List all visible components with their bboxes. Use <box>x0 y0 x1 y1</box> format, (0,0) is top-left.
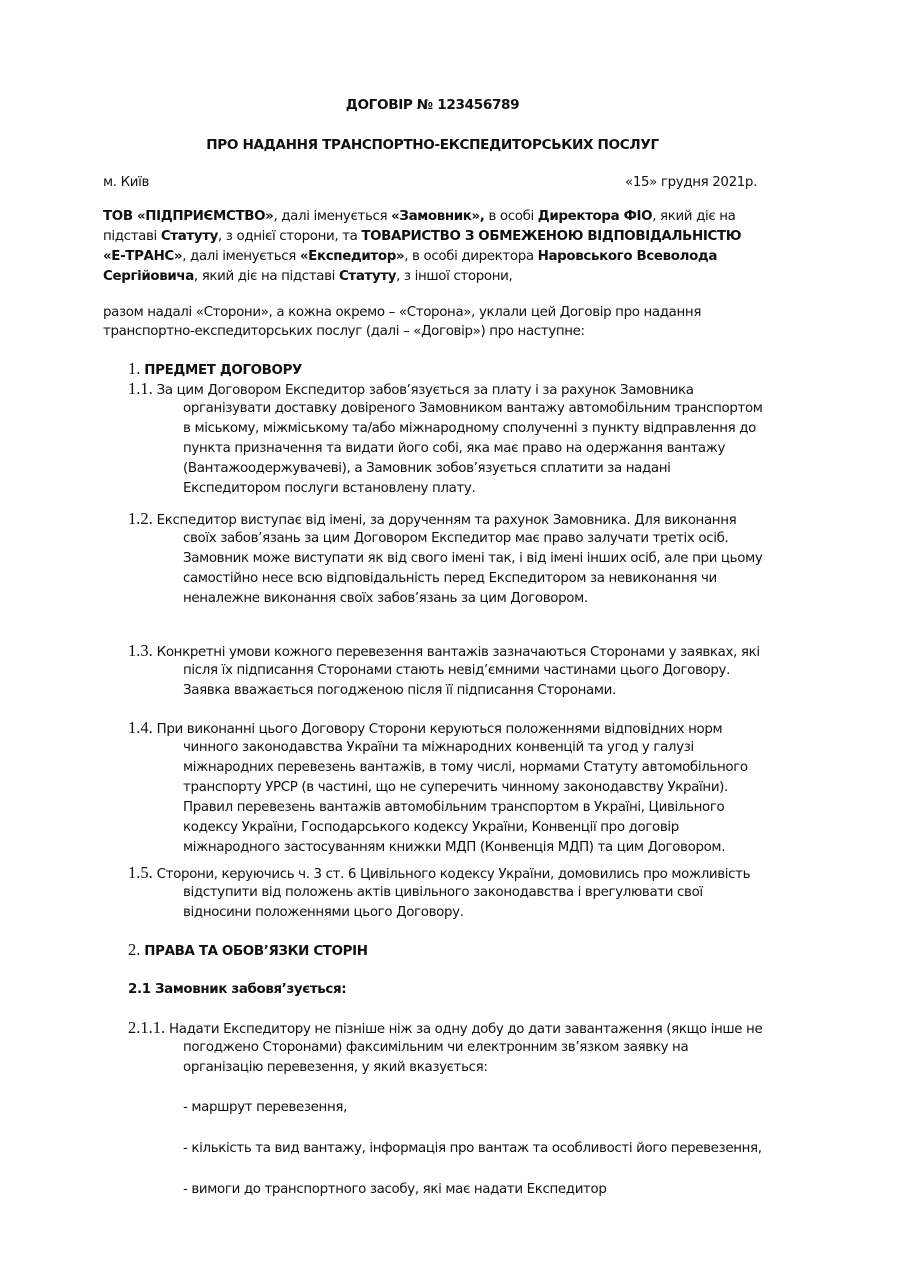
text-run: , в особі директора <box>404 249 538 264</box>
preamble-line: разом надалі «Сторони», а кожна окремо – «Сторона», уклали цей Договір про надання <box>103 305 702 320</box>
clause-line: При виконанні цього Договору Сторони керуються положеннями відповідних норм <box>156 722 723 737</box>
intro-line <box>103 247 717 267</box>
clause-line: організацію перевезення, у який вказується: <box>183 1060 488 1075</box>
clause-line: Заявка вважається погодженою після її підписання Сторонами. <box>183 683 616 698</box>
clause-number: 1.1. <box>128 379 153 398</box>
clause-line: самостійно несе всю відповідальність перед Експедитором за невиконання чи <box>183 571 717 586</box>
clause-line: Конкретні умови кожного перевезення вантажів зазначаються Сторонами у заявках, які <box>156 645 760 660</box>
clause-line: Замовник може виступати як від свого імені так, і від імені інших осіб, але при цьому <box>183 551 763 566</box>
bold-text: «Експедитор» <box>299 249 405 264</box>
bold-text: ТОВ «ПІДПРИЄМСТВО» <box>103 209 274 224</box>
clause-line: Надати Експедитору не пізніше ніж за одну добу до дати завантаження (якщо інше не <box>169 1022 763 1037</box>
clause-line: в міському, міжміському та/або міжнародному сполученні з пункту відправлення до <box>183 421 756 436</box>
text-run: підставі <box>103 229 161 244</box>
clause-1-1 <box>128 379 694 401</box>
text-run: , далі іменується <box>182 249 300 264</box>
bold-text: «Е-ТРАНС» <box>103 249 183 264</box>
bold-text: Директора ФІО <box>537 209 653 224</box>
contract-date: «15» грудня 2021р. <box>624 175 757 190</box>
clause-line: Експедитором послуги встановлену плату. <box>183 481 476 496</box>
clause-line: (Вантажоодержувачеві), а Замовник зобов’язується сплатити за надані <box>183 461 671 476</box>
clause-line: Експедитор виступає від імені, за дорученням та рахунок Замовника. Для виконання <box>156 513 737 528</box>
section-number: 1. <box>128 359 141 378</box>
document-subtitle: ПРО НАДАННЯ ТРАНСПОРТНО-ЕКСПЕДИТОРСЬКИХ ПОСЛУГ <box>206 137 659 153</box>
section-1-heading <box>128 359 302 381</box>
intro-line <box>103 267 512 287</box>
bold-text: Статуту <box>160 229 218 244</box>
clause-number: 1.4. <box>128 718 153 737</box>
list-item: - маршрут перевезення, <box>183 1100 347 1115</box>
clause-2-1-1 <box>128 1018 762 1040</box>
clause-line: Правил перевезень вантажів автомобільним транспортом в Україні, Цивільного <box>183 800 725 815</box>
clause-line: своїх забов’язань за цим Договором Експедитор має право залучати третіх осіб. <box>183 531 729 546</box>
text-run: , який діє на підставі <box>193 269 339 284</box>
document-title: ДОГОВІР № 123456789 <box>345 97 520 113</box>
clause-line: після їх підписання Сторонами стають невід’ємними частинами цього Договору. <box>183 663 731 678</box>
clause-line: відносини положеннями цього Договору. <box>183 905 464 920</box>
list-item: - вимоги до транспортного засобу, які має надати Експедитор <box>183 1182 607 1197</box>
bold-text: Сергійовича <box>103 269 194 284</box>
clause-line: погоджено Сторонами) факсимільним чи електронним зв’язком заявку на <box>183 1040 689 1055</box>
clause-1-4 <box>128 718 722 740</box>
text-run: в особі <box>484 209 538 224</box>
section-number: 2. <box>128 940 141 959</box>
intro-line <box>103 207 736 227</box>
clause-line: чинного законодавства України та міжнародних конвенцій та угод у галузі <box>183 740 694 755</box>
clause-line: За цим Договором Експедитор забов’язується за плату і за рахунок Замовника <box>156 383 694 398</box>
contract-city: м. Київ <box>103 175 149 190</box>
clause-line: кодексу України, Господарського кодексу України, Конвенції про договір <box>183 820 679 835</box>
clause-line: міжнародного застосуванням книжки МДП (Конвенція МДП) та цим Договором. <box>183 840 726 855</box>
bold-text: Статуту <box>338 269 397 284</box>
clause-number: 1.3. <box>128 641 153 660</box>
clause-line: пункта призначення та видати його собі, яка має право на одержання вантажу <box>183 441 726 456</box>
section-title: ПРАВА ТА ОБОВ’ЯЗКИ СТОРІН <box>144 944 368 959</box>
preamble-line: транспортно-експедиторських послуг (далі – «Договір») про наступне: <box>103 324 585 339</box>
list-item: - кількість та вид вантажу, інформація про вантаж та особливості його перевезення, <box>183 1141 762 1156</box>
text-run: , який діє на <box>652 209 736 224</box>
section-title: ПРЕДМЕТ ДОГОВОРУ <box>144 363 303 378</box>
clause-1-2 <box>128 509 736 531</box>
clause-number: 1.5. <box>128 863 153 882</box>
bold-text: «Замовник», <box>391 209 485 224</box>
text-run: , далі іменується <box>273 209 392 224</box>
clause-line: Сторони, керуючись ч. 3 ст. 6 Цивільного кодексу України, домовились про можливість <box>156 867 751 882</box>
clause-line: транспорту УРСР (в частині, що не суперечить чинному законодавству України). <box>183 780 728 795</box>
clause-number: 1.2. <box>128 509 153 528</box>
section-2-heading <box>128 940 368 962</box>
subsection-2-1-heading: 2.1 Замовник забовя’зується: <box>128 982 347 997</box>
clause-line: відступити від положень актів цивільного законодавства і врегулювати свої <box>183 885 703 900</box>
intro-line <box>103 227 741 247</box>
clause-line: міжнародних перевезень вантажів, в тому числі, нормами Статуту автомобільного <box>183 760 748 775</box>
clause-line: організувати доставку довіреного Замовником вантажу автомобільним транспортом <box>183 401 763 416</box>
clause-number: 2.1.1. <box>128 1018 166 1037</box>
text-run: , з однієї сторони, та <box>217 229 362 244</box>
clause-line: неналежне виконання своїх забов’язань за цим Договором. <box>183 591 588 606</box>
bold-text: Наровського Всеволода <box>537 249 718 264</box>
clause-1-3 <box>128 641 760 663</box>
bold-text: ТОВАРИСТВО З ОБМЕЖЕНОЮ ВІДПОВІДАЛЬНІСТЮ <box>361 229 742 244</box>
text-run: , з іншої сторони, <box>396 269 513 284</box>
clause-1-5 <box>128 863 750 885</box>
